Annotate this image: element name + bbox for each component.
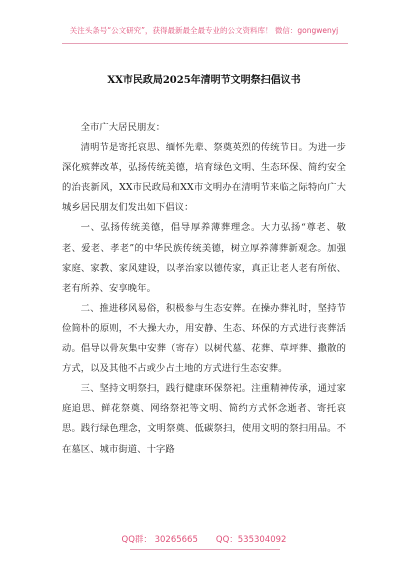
- paragraph-2: 二、推进移风易俗，积极参与生态安葬。在操办葬礼时，坚持节俭简朴的原则，不大操大办，用安静、生态、环保的方式进行丧葬活动。倡导以骨灰集中安葬（寄存）以树代墓、花葬、草坪葬、撒散的方式，以及其他不占或少占土地的方式进行生态安葬。: [62, 302, 346, 375]
- document-body: [62, 118, 346, 460]
- paragraph-1: 一、弘扬传统美德，倡导厚养薄葬理念。大力弘扬“尊老、敬老、爱老、孝老”的中华民族传统美德，树立厚养薄葬新观念。加强家庭、家教、家风建设，以孝治家以德传家，真正让老人老有所依、老有所养、安享晚年。: [62, 222, 346, 294]
- footer-divider: [130, 549, 280, 550]
- header-note: 关注头条号“公文研究”，获得最新最全最专业的公文资料库！ 微信：gongwenyj: [69, 26, 339, 35]
- qq-group: QQ群： 30265665: [121, 535, 198, 545]
- salutation: 全市广大居民朋友：: [80, 122, 166, 133]
- document-title: XX市民政局2025年清明节文明祭扫倡议书: [107, 75, 301, 86]
- footer-contact: [0, 533, 408, 545]
- qq-number: QQ：535304092: [215, 535, 287, 545]
- header-divider: [62, 43, 348, 44]
- paragraph-intro: 清明节是寄托哀思、缅怀先辈、祭奠英烈的传统节日。为进一步深化殡葬改革，弘扬传统美德，培育绿色文明、生态环保、简约安全的治丧新风，XX市民政局和XX市文明办在清明节来临之际特向广大城乡居民朋友们发出如下倡议：: [62, 142, 346, 214]
- paragraph-3: 三、坚持文明祭扫，践行健康环保祭祀。注重精神传承，通过家庭追思、鲜花祭奠、网络祭祀等文明、简约方式怀念逝者、寄托哀思。践行绿色理念，文明祭奠、低碳祭扫，使用文明的祭扫用品。不在墓区、城市街道、十字路: [62, 383, 346, 455]
